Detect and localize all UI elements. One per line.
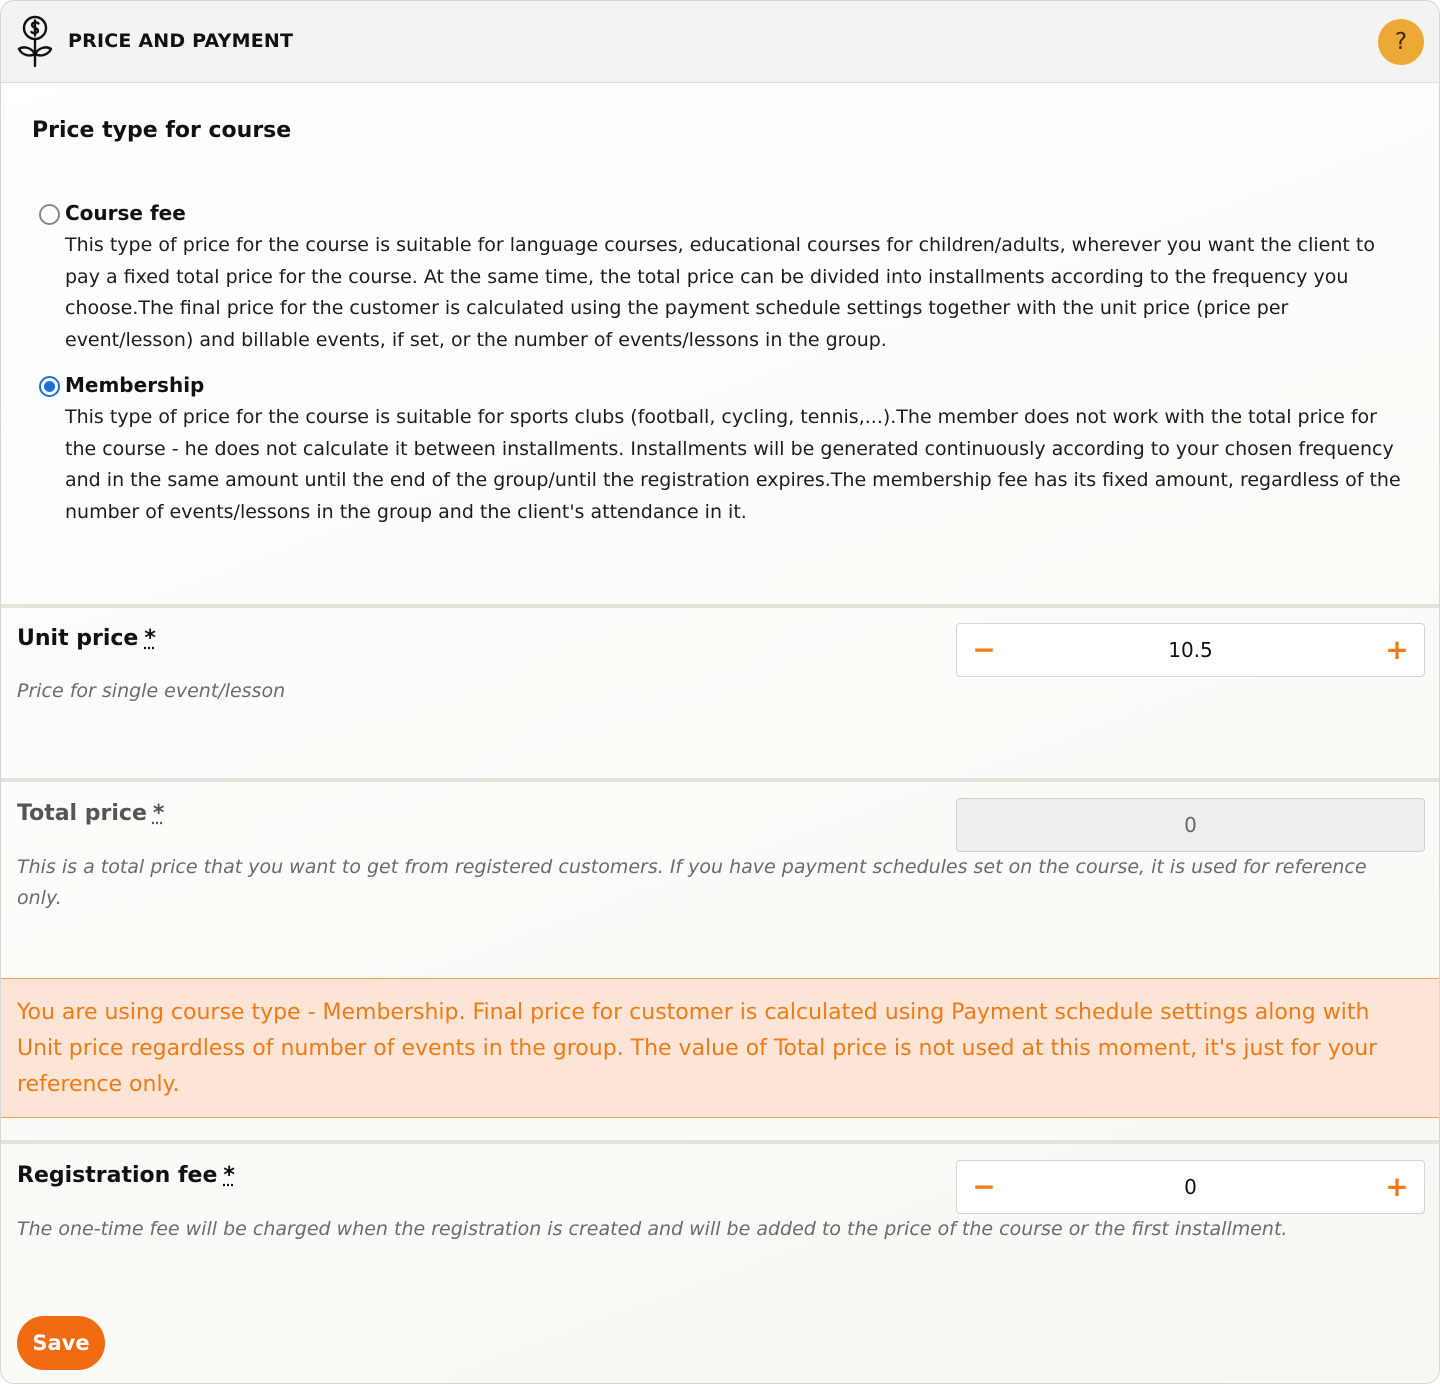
unit-price-increment-button[interactable]: +	[1385, 633, 1409, 666]
required-mark: *	[152, 801, 165, 826]
registration-fee-help: The one-time fee will be charged when the registration is created and will be added to the price of the course or the first installment.	[17, 1218, 1288, 1240]
unit-price-help: Price for single event/lesson	[17, 680, 286, 702]
section-divider	[1, 1140, 1439, 1144]
price-type-title: Price type for course	[32, 118, 292, 143]
unit-price-label-text: Unit price	[17, 626, 139, 651]
unit-price-label	[17, 626, 156, 651]
panel-header	[1, 1, 1439, 83]
total-price-field	[956, 798, 1425, 852]
required-mark: *	[144, 626, 156, 651]
course-fee-label[interactable]: Course fee	[65, 201, 186, 225]
total-price-input	[967, 799, 1414, 851]
unit-price-stepper	[956, 623, 1425, 677]
registration-fee-increment-button[interactable]: +	[1385, 1170, 1409, 1203]
unit-price-decrement-button[interactable]: −	[972, 633, 996, 666]
registration-fee-stepper	[956, 1160, 1425, 1214]
registration-fee-decrement-button[interactable]: −	[972, 1170, 996, 1203]
unit-price-input[interactable]	[1017, 624, 1364, 676]
total-price-label-text: Total price	[17, 801, 147, 826]
membership-description: This type of price for the course is suitable for sports clubs (football, cycling, tennis,...).The member does not work with the total price for the course - he does not calculate it between installments. Installments will be generated continuously according to your chosen frequency and in the same amount until the end of the group/until the registration expires.The membership fee has its fixed amount, regardless of the number of events/lessons in the group and the client's attendance in it.	[65, 406, 1401, 523]
total-price-help: This is a total price that you want to get from registered customers. If you have payment schedules set on the course, it is used for reference only.	[17, 856, 1367, 909]
alert-text: You are using course type - Membership. Final price for customer is calculated using Payment schedule settings along with Unit price regardless of number of events in the group. The value of Total price is not used at this moment, it's just for your reference only.	[17, 1000, 1378, 1097]
course-fee-radio[interactable]	[39, 204, 60, 225]
panel-title: PRICE AND PAYMENT	[68, 30, 294, 52]
registration-fee-input[interactable]	[1017, 1161, 1364, 1213]
registration-fee-label-text: Registration fee	[17, 1163, 218, 1188]
help-button[interactable]: ?	[1378, 19, 1424, 65]
money-flower-icon	[16, 14, 54, 68]
course-fee-description: This type of price for the course is suitable for language courses, educational courses for children/adults, wherever you want the client to pay a fixed total price for the course. At the same time, the total price can be divided into installments according to the frequency you choose.The final price for the customer is calculated using the payment schedule settings together with the unit price (price per event/lesson) and billable events, if set, or the number of events/lessons in the group.	[65, 234, 1375, 351]
save-button[interactable]: Save	[17, 1316, 105, 1370]
required-mark: *	[223, 1163, 235, 1188]
membership-label[interactable]: Membership	[65, 373, 205, 397]
section-divider	[1, 604, 1439, 608]
membership-radio[interactable]	[39, 376, 60, 397]
membership-info-alert	[1, 978, 1439, 1118]
total-price-label	[17, 801, 164, 826]
registration-fee-label	[17, 1163, 235, 1188]
section-divider	[1, 778, 1439, 782]
